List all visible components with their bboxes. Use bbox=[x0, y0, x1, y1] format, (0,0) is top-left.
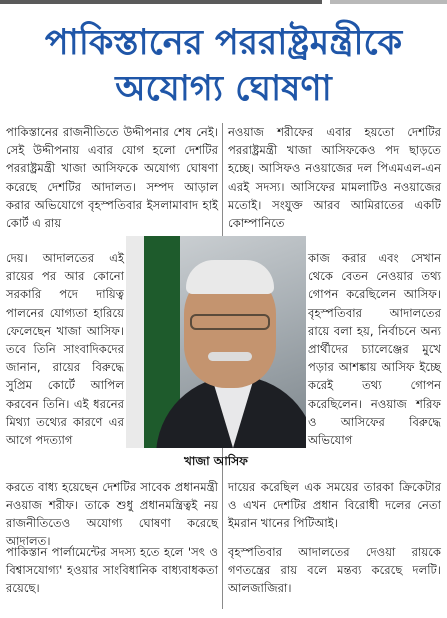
right-column-bottom-text: বৃহস্পতিবার আদালতের দেওয়া রায়কে গণতন্ত্রের রায় বলে মন্তব্য করেছে দলটি। আলজাজিরা। bbox=[228, 545, 441, 596]
top-bar-dark-segment bbox=[0, 0, 322, 4]
left-column-top-text: পাকিস্তানের রাজনীতিতে উদ্দীপনার শেষ নেই। সেই উদ্দীপনায় এবার যোগ হলো দেশটির পররাষ্ট্রমন্ত্রী খাজা আসিফকে অযোগ্য ঘোষণা করেছে দেশটির আদালত। সম্পদ আড়াল করার অভিযোগে বৃহস্পতিবার ইসলামাবাদ হাই কোর্ট এ রায় bbox=[6, 125, 218, 231]
right-column-bottom bbox=[228, 543, 441, 598]
flag-white-stripe bbox=[126, 236, 144, 448]
left-column-under-photo-text: করতে বাধ্য হয়েছেন দেশটির সাবেক প্রধানমন্ত্রী নওয়াজ শরীফ। তাকে শুধু প্রধানমন্ত্রিত্বই নয় রাজনীতিতেও অযোগ্য ঘোষণা করেছে আদালত। bbox=[6, 479, 218, 549]
photo-caption: খাজা আসিফ bbox=[184, 454, 248, 468]
headline bbox=[0, 20, 447, 112]
right-column-top-text: নওয়াজ শরীফের এবার হয়তো দেশটির পররাষ্ট্রমন্ত্রী খাজা আসিফকেও পদ ছাড়তে হচ্ছে। আসিফও নওয়াজের দল পিএমএল-এন এরই সদস্য। আসিফের মামলাটিও নওয়াজের মতোই। সংযুক্ত আরব আমিরাতের একটি কোম্পানিতে bbox=[228, 125, 441, 231]
headline-line-2: অযোগ্য ঘোষণা bbox=[115, 69, 332, 109]
left-column-wrap bbox=[6, 249, 124, 449]
left-column-bottom bbox=[6, 543, 218, 598]
top-bar bbox=[0, 0, 447, 4]
glasses bbox=[190, 314, 270, 330]
moustache bbox=[208, 352, 252, 361]
hair bbox=[186, 260, 274, 294]
right-column-under-photo bbox=[228, 466, 441, 544]
right-column-under-photo-text: দায়ের করেছিল এক সময়ের তারকা ক্রিকেটার ও এখন দেশটির প্রধান বিরোধী দলের নেতা ইমরান খানের পিটিআই। bbox=[228, 479, 441, 530]
portrait-photo bbox=[126, 236, 306, 448]
right-column-top bbox=[228, 123, 441, 232]
left-column-wrap-text: দেয়। আদালতের এই রায়ের পর আর কোনো সরকারি পদে দায়িত্ব পালনের যোগ্যতা হারিয়ে ফেলেছেন খাজা আসিফ। তবে তিনি সাংবাদিকদের জানান, রায়ের বিরুদ্ধে সুপ্রিম কোর্টে আপিল করবেন তিনি। এই ধরনের মিথ্যা তথ্যের কারণে এর আগে পদত্যাগ bbox=[6, 251, 124, 448]
right-column-wrap bbox=[308, 249, 441, 449]
headline-line-1: পাকিস্তানের পররাষ্ট্রমন্ত্রীকে bbox=[44, 23, 403, 63]
left-column-bottom-text: পাকিস্তান পার্লামেন্টের সদস্য হতে হলে 'সৎ ও বিশ্বাসযোগ্য' হওয়ার সাংবিধানিক বাধ্যবাধকতা রয়েছে। bbox=[6, 545, 218, 596]
top-bar-light-segment bbox=[330, 0, 447, 4]
right-column-wrap-text: কাজ করার এবং সেখান থেকে বেতন নেওয়ার তথ্য গোপন করেছিলেন আসিফ। বৃহস্পতিবার আদালতের রায়ে বলা হয়, নির্বাচনে অন্য প্রার্থীদের চ্যালেঞ্জের মুখে পড়ার আশঙ্কায় আসিফ ইচ্ছে করেই তথ্য গোপন করেছিলেন। নওয়াজ শরিফ ও আসিফের বিরুদ্ধে অভিযোগ bbox=[308, 251, 441, 448]
left-column-top bbox=[6, 123, 218, 232]
